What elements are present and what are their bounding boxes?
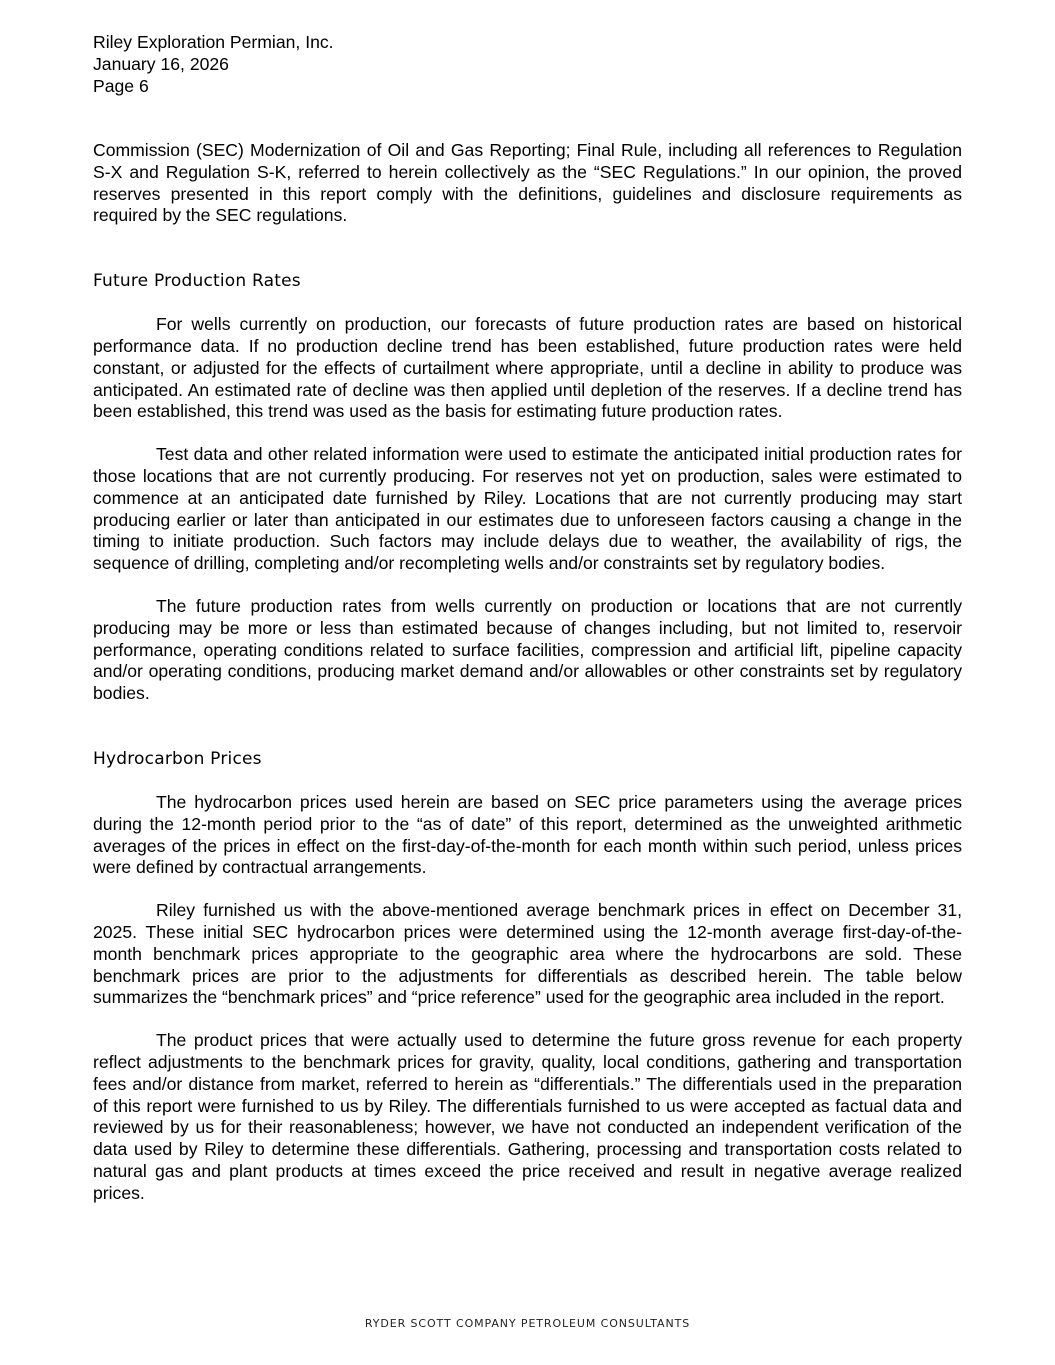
paragraph: Riley furnished us with the above-mentioned average benchmark prices in effect on December 31, 2025. These initial SEC hydrocarbon prices were determined using the 12-month average first-day-of-the-month benchmark prices appropriate to the geographic area where the hydrocarbons are sold. These benchmark prices are prior to the adjustments for differentials as described herein. The table below summarizes the “benchmark prices” and “price reference” used for the geographic area included in the report. <box>93 900 962 1008</box>
section-heading-hydrocarbon-prices: Hydrocarbon Prices <box>93 748 262 769</box>
document-page <box>93 31 962 1204</box>
page-footer: RYDER SCOTT COMPANY PETROLEUM CONSULTANTS <box>364 1317 691 1330</box>
paragraph: The hydrocarbon prices used herein are based on SEC price parameters using the average prices during the 12-month period prior to the “as of date” of this report, determined as the unweighted arithmetic averages of the prices in effect on the first-day-of-the-month for each month within such period, unless prices were defined by contractual arrangements. <box>93 791 962 878</box>
paragraph: The product prices that were actually used to determine the future gross revenue for each property reflect adjustments to the benchmark prices for gravity, quality, local conditions, gathering and transportation fees and/or distance from market, referred to herein as “differentials.” The differentials used in the preparation of this report were furnished to us by Riley. The differentials furnished to us were accepted as factual data and reviewed by us for their reasonableness; however, we have not conducted an independent verification of the data used by Riley to determine these differentials. Gathering, processing and transportation costs related to natural gas and plant products at times exceed the price received and result in negative average realized prices. <box>93 1030 962 1203</box>
document-body <box>93 140 962 1204</box>
paragraph: The future production rates from wells currently on production or locations that are not currently producing may be more or less than estimated because of changes including, but not limited to, reservoir performance, operating conditions related to surface facilities, compression and artificial lift, pipeline capacity and/or operating conditions, producing market demand and/or allowables or other constraints set by regulatory bodies. <box>93 595 962 704</box>
letterhead <box>93 31 962 97</box>
paragraph: Test data and other related information were used to estimate the anticipated initial production rates for those locations that are not currently producing. For reserves not yet on production, sales were estimated to commence at an anticipated date furnished by Riley. Locations that are not currently producing may start producing earlier or later than anticipated in our estimates due to unforeseen factors causing a change in the timing to initiate production. Such factors may include delays due to weather, the availability of rigs, the sequence of drilling, completing and/or recompleting wells and/or constraints set by regulatory bodies. <box>93 444 962 574</box>
page-number: Page 6 <box>93 76 149 96</box>
company-name: Riley Exploration Permian, Inc. <box>93 32 334 52</box>
paragraph: For wells currently on production, our forecasts of future production rates are based on historical performance data. If no production decline trend has been established, future production rates were held constant, or adjusted for the effects of curtailment where appropriate, until a decline in ability to produce was anticipated. An estimated rate of decline was then applied until depletion of the reserves. If a decline trend has been established, this trend was used as the basis for estimating future production rates. <box>93 314 962 422</box>
section-heading-future-production-rates: Future Production Rates <box>93 271 301 292</box>
letter-date: January 16, 2026 <box>93 54 229 74</box>
intro-paragraph: Commission (SEC) Modernization of Oil and Gas Reporting; Final Rule, including all references to Regulation S-X and Regulation S-K, referred to herein collectively as the “SEC Regulations.” In our opinion, the proved reserves presented in this report comply with the definitions, guidelines and disclosure requirements as required by the SEC regulations. <box>93 140 962 226</box>
